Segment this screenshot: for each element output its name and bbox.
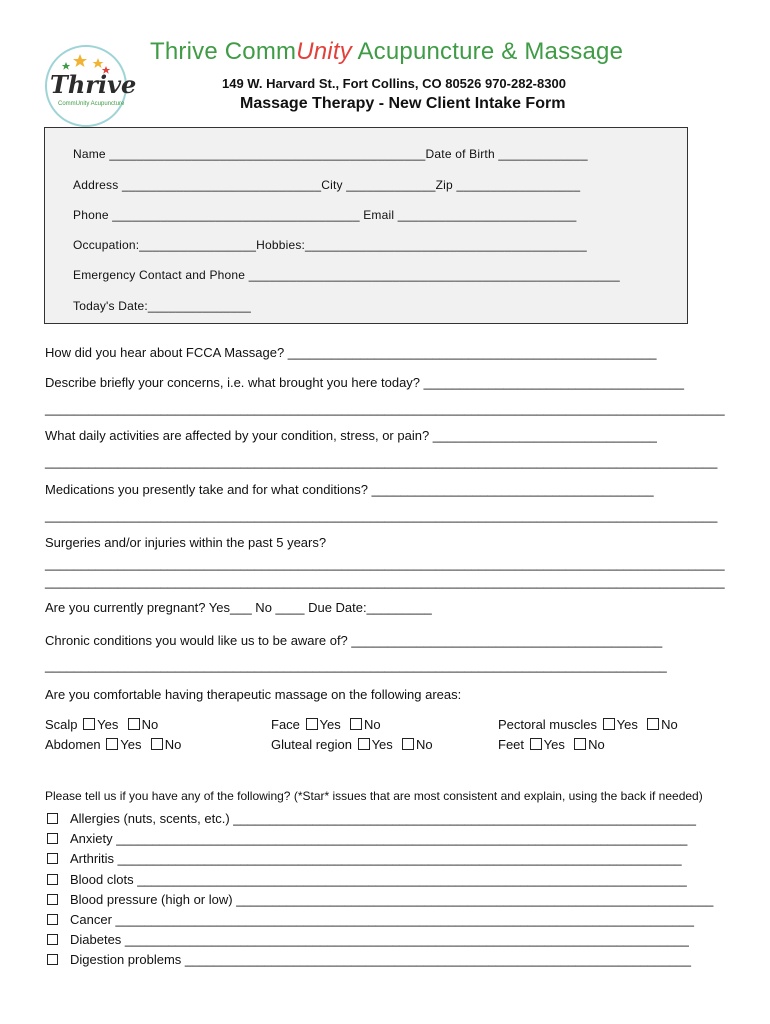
condition-row: Allergies (nuts, scents, etc.) ________________________________________________________________ bbox=[47, 811, 696, 826]
checkbox[interactable] bbox=[47, 934, 58, 945]
answer-line[interactable]: ______________________________________________________________________________________ bbox=[45, 658, 667, 673]
question-activities[interactable]: What daily activities are affected by your condition, stress, or pain? _______________________________ bbox=[45, 428, 657, 443]
checkbox[interactable] bbox=[647, 718, 659, 730]
question-comfortable: Are you comfortable having therapeutic massage on the following areas: bbox=[45, 687, 462, 702]
address-field[interactable]: Address _____________________________City _____________Zip __________________ bbox=[73, 178, 581, 192]
checkbox[interactable] bbox=[83, 718, 95, 730]
checkbox[interactable] bbox=[306, 718, 318, 730]
checkbox[interactable] bbox=[151, 738, 163, 750]
emergency-contact-field[interactable]: Emergency Contact and Phone ______________________________________________________ bbox=[73, 268, 620, 282]
checkbox[interactable] bbox=[47, 813, 58, 824]
question-hear[interactable]: How did you hear about FCCA Massage? ___________________________________________________ bbox=[45, 345, 657, 360]
form-title: Massage Therapy - New Client Intake Form bbox=[240, 95, 566, 112]
checkbox[interactable] bbox=[47, 853, 58, 864]
checkbox[interactable] bbox=[106, 738, 118, 750]
area-feet: Feet Yes No bbox=[498, 737, 605, 752]
checkbox[interactable] bbox=[47, 954, 58, 965]
area-scalp: Scalp Yes No bbox=[45, 717, 159, 732]
todays-date-field[interactable]: Today's Date:_______________ bbox=[73, 299, 252, 313]
checkbox[interactable] bbox=[47, 833, 58, 844]
checkbox[interactable] bbox=[574, 738, 586, 750]
checkbox[interactable] bbox=[47, 874, 58, 885]
area-face: Face Yes No bbox=[271, 717, 381, 732]
condition-row: Diabetes ______________________________________________________________________________ bbox=[47, 932, 689, 947]
occupation-field[interactable]: Occupation:_________________Hobbies:_________________________________________ bbox=[73, 238, 587, 252]
question-surgeries: Surgeries and/or injuries within the past 5 years? bbox=[45, 535, 327, 550]
answer-line[interactable]: ______________________________________________________________________________________________ bbox=[45, 401, 725, 416]
logo-text: Thrive bbox=[50, 70, 137, 99]
checkbox[interactable] bbox=[350, 718, 362, 730]
checkbox[interactable] bbox=[603, 718, 615, 730]
business-address: 149 W. Harvard St., Fort Collins, CO 80526 970-282-8300 bbox=[222, 76, 566, 91]
checkbox[interactable] bbox=[402, 738, 414, 750]
phone-field[interactable]: Phone ____________________________________ Email __________________________ bbox=[73, 208, 577, 222]
condition-row: Blood clots ____________________________________________________________________________ bbox=[47, 872, 687, 887]
condition-row: Anxiety _______________________________________________________________________________ bbox=[47, 831, 687, 846]
question-chronic[interactable]: Chronic conditions you would like us to be aware of? ___________________________________________ bbox=[45, 633, 663, 648]
logo-subtext: CommUnity Acupuncture bbox=[58, 101, 125, 107]
checkbox[interactable] bbox=[530, 738, 542, 750]
condition-row: Arthritis ______________________________________________________________________________ bbox=[47, 851, 682, 866]
checkbox[interactable] bbox=[47, 914, 58, 925]
condition-row: Blood pressure (high or low) __________________________________________________________________ bbox=[47, 892, 713, 907]
area-abdomen: Abdomen Yes No bbox=[45, 737, 182, 752]
condition-row: Digestion problems ______________________________________________________________________ bbox=[47, 952, 691, 967]
answer-line[interactable]: _____________________________________________________________________________________________ bbox=[45, 508, 718, 523]
checkbox[interactable] bbox=[47, 894, 58, 905]
page-title: Thrive CommUnity Acupuncture & Massage bbox=[150, 38, 624, 65]
checkbox[interactable] bbox=[358, 738, 370, 750]
checkbox[interactable] bbox=[128, 718, 140, 730]
area-pectoral: Pectoral muscles Yes No bbox=[498, 717, 678, 732]
question-pregnant[interactable]: Are you currently pregnant? Yes___ No ____ Due Date:_________ bbox=[45, 600, 432, 615]
question-concerns[interactable]: Describe briefly your concerns, i.e. what brought you here today? ____________________________________ bbox=[45, 375, 684, 390]
answer-line[interactable]: ______________________________________________________________________________________________ bbox=[45, 574, 725, 589]
conditions-intro: Please tell us if you have any of the following? (*Star* issues that are most consistent and explain, using the back if needed) bbox=[45, 789, 703, 803]
name-field[interactable]: Name ______________________________________________Date of Birth _____________ bbox=[73, 147, 588, 161]
answer-line[interactable]: _____________________________________________________________________________________________ bbox=[45, 454, 718, 469]
condition-row: Cancer ________________________________________________________________________________ bbox=[47, 912, 694, 927]
answer-line[interactable]: ______________________________________________________________________________________________ bbox=[45, 556, 725, 571]
area-gluteal: Gluteal region Yes No bbox=[271, 737, 433, 752]
question-medications[interactable]: Medications you presently take and for what conditions? _______________________________________ bbox=[45, 482, 654, 497]
